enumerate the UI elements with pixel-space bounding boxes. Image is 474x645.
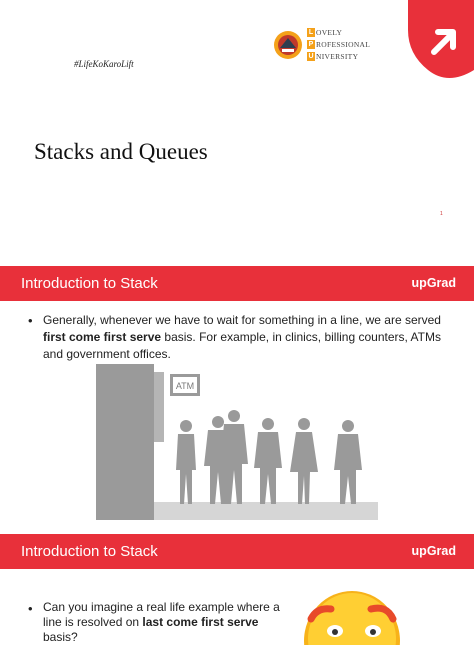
header-title: Introduction to Stack: [21, 275, 158, 292]
header-title: Introduction to Stack: [21, 543, 158, 560]
logo-word: NIVERSITY: [316, 51, 359, 61]
person-1: [176, 420, 196, 504]
slide-header: [0, 266, 474, 301]
logo-word: OVELY: [316, 27, 343, 37]
person-6: [334, 420, 362, 504]
hashtag: #LifeKoKaroLift: [74, 59, 134, 69]
upgrad-corner-logo-icon: [408, 0, 474, 84]
thinking-emoji-icon: [297, 579, 407, 639]
queue-illustration-icon: [96, 364, 378, 522]
lpu-crest-icon: [273, 30, 303, 60]
person-4: [254, 418, 282, 504]
slide-title: Stacks and Queues: [34, 139, 208, 164]
brand-name: upGrad: [411, 544, 456, 558]
logo-word: ROFESSIONAL: [316, 39, 371, 49]
person-5: [290, 418, 318, 504]
lpu-logo: [273, 26, 371, 64]
slide-header: [0, 534, 474, 569]
bullet-dot-icon: •: [28, 601, 33, 616]
intro-stack-slide: [0, 266, 474, 528]
page-number: 1: [440, 211, 443, 217]
atm-label: ATM: [175, 381, 195, 391]
brand-name: upGrad: [411, 276, 456, 290]
title-slide: [0, 0, 474, 258]
bullet-text: Generally, whenever we have to wait for something in a line, we are served first come first serve basis. For example, in clinics, billing counters, ATMs and government offices.: [43, 313, 441, 361]
bullet-item: [28, 600, 288, 645]
logo-letter: P: [308, 40, 314, 48]
intro-stack-slide-2: [0, 534, 474, 644]
bullet-item: [28, 312, 453, 363]
logo-letter: U: [308, 52, 314, 60]
bullet-dot-icon: •: [28, 313, 33, 328]
logo-letter: L: [308, 28, 314, 36]
bullet-text: Can you imagine a real life example where a line is resolved on last come first serve basis?: [43, 600, 280, 644]
